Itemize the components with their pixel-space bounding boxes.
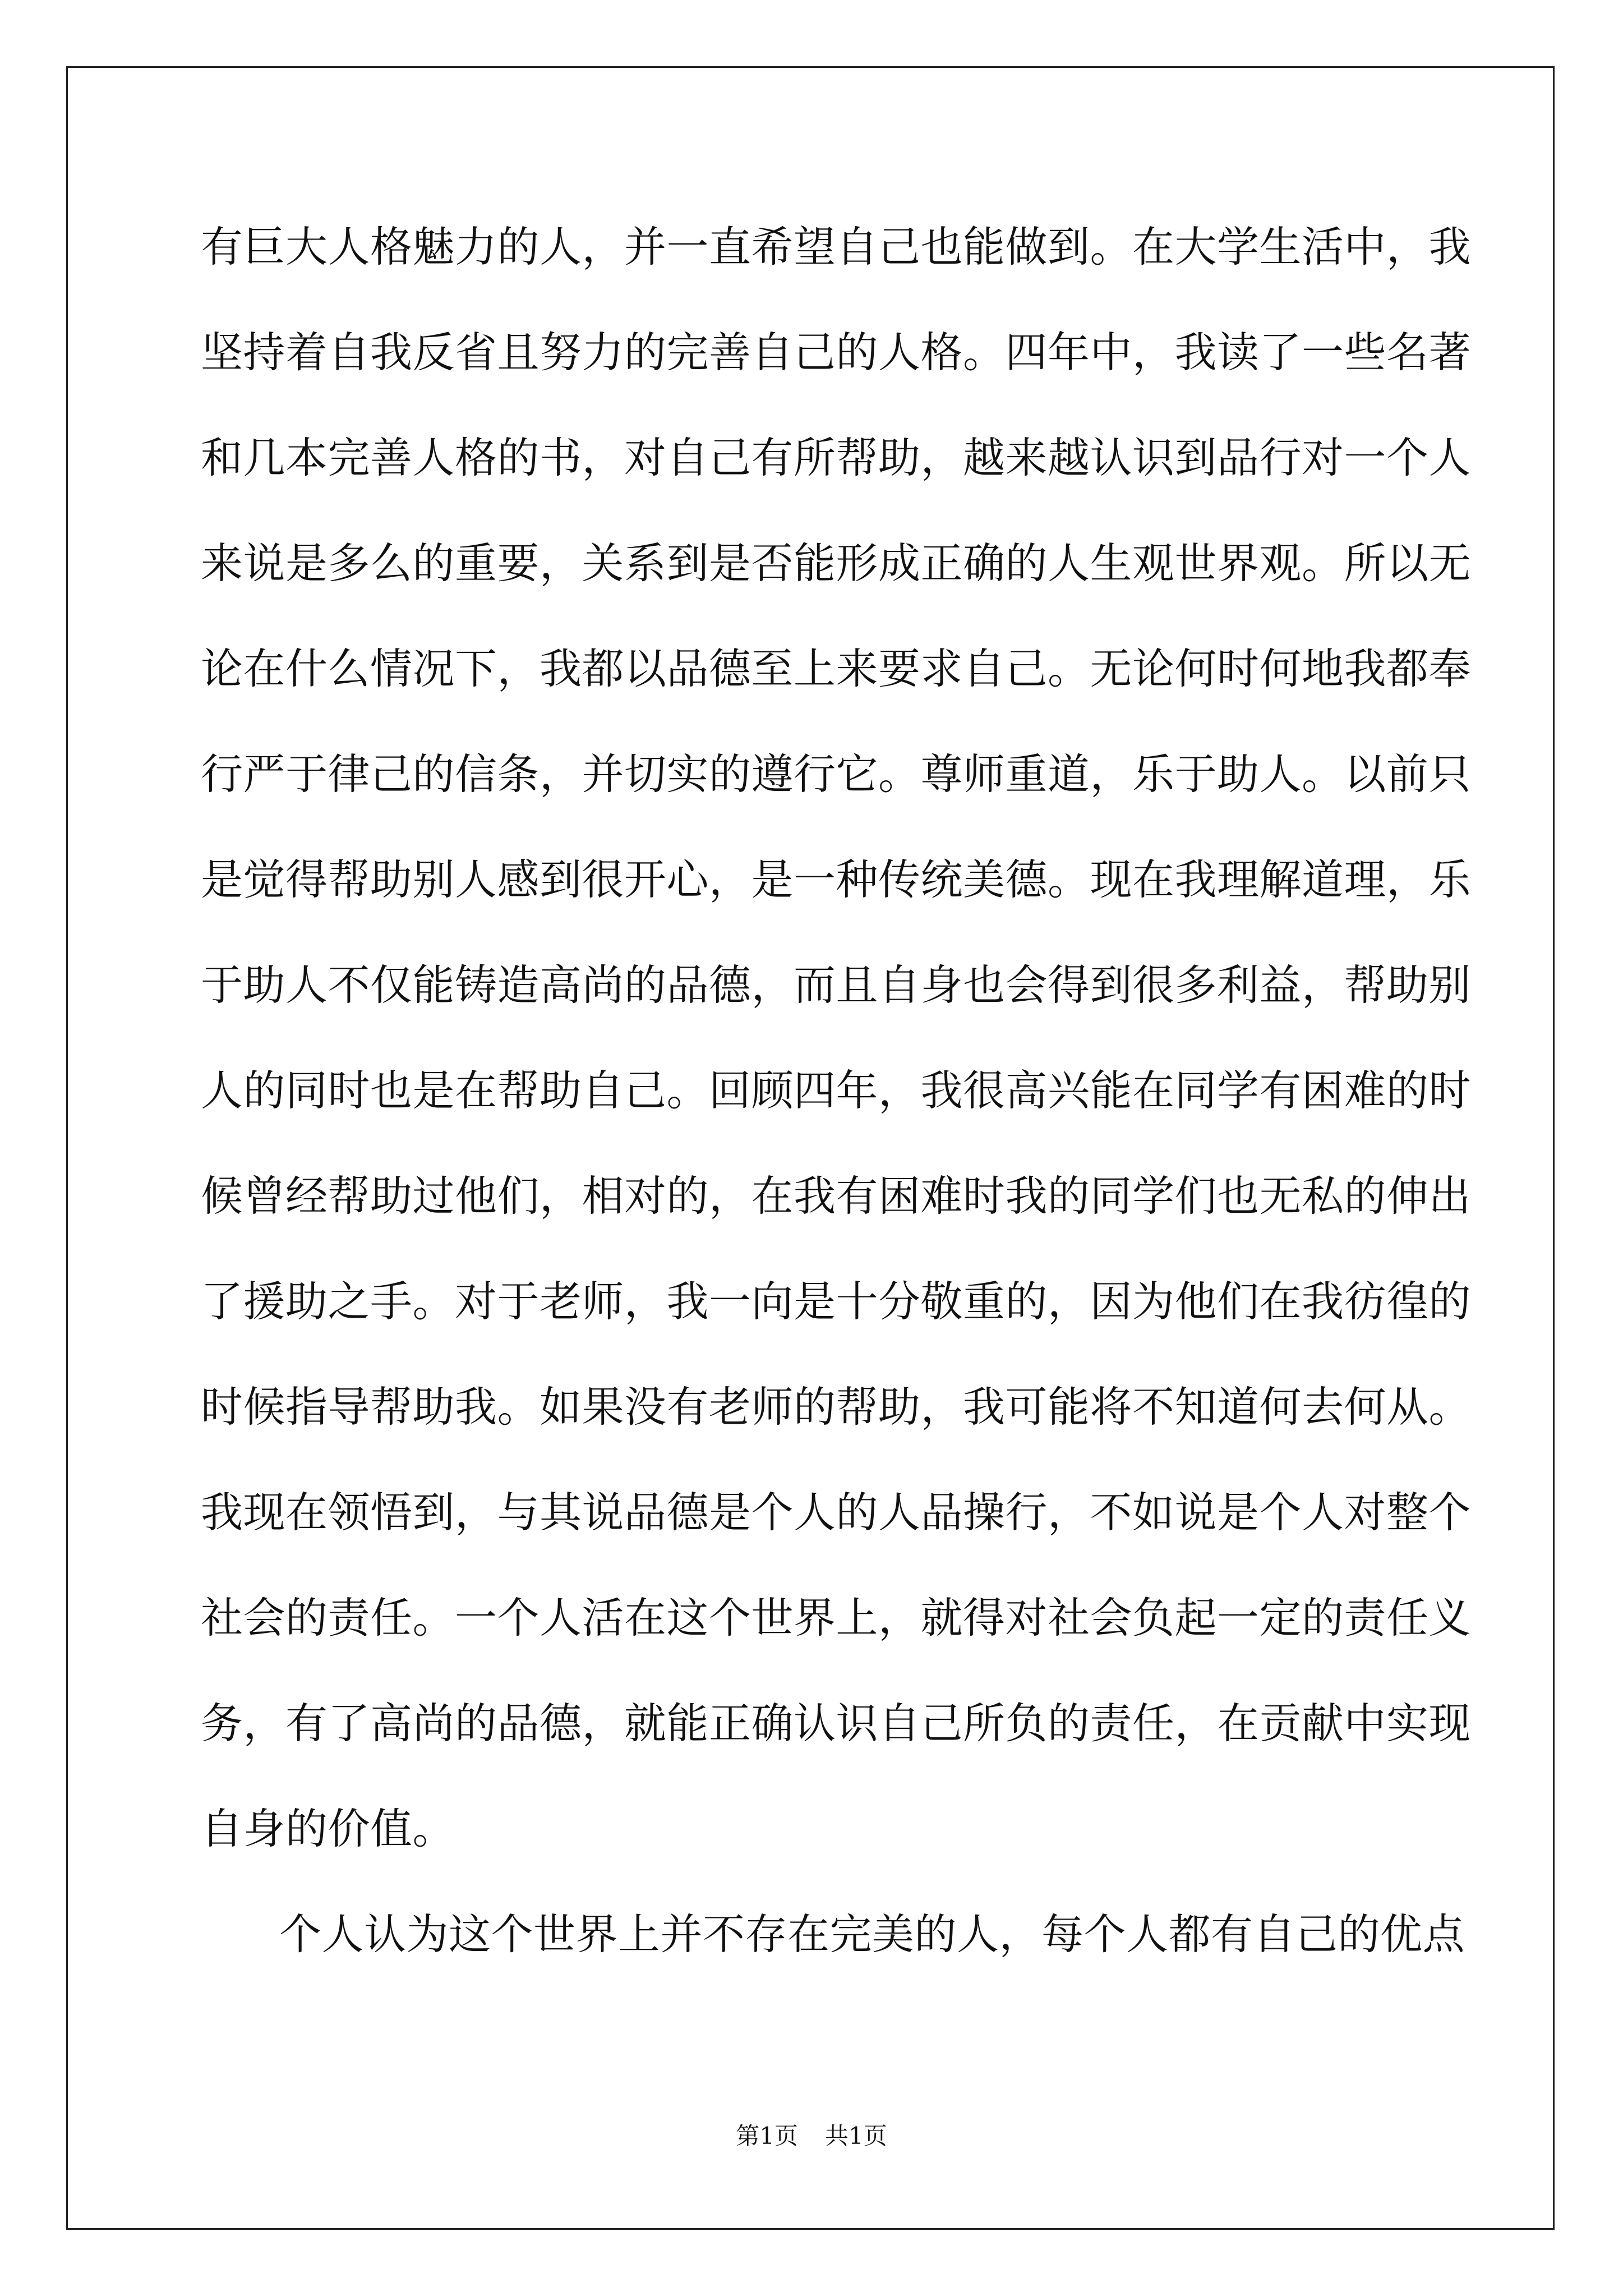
text-line: 时候指导帮助我。如果没有老师的帮助，我可能将不知道何去何从。 bbox=[201, 1382, 1472, 1432]
document-body bbox=[201, 213, 1472, 2006]
text-line: 我现在领悟到，与其说品德是个人的人品操行，不如说是个人对整个 bbox=[201, 1488, 1472, 1537]
text-line: 人的同时也是在帮助自己。回顾四年，我很高兴能在同学有困难的时 bbox=[201, 1066, 1472, 1115]
page-footer bbox=[0, 2118, 1623, 2151]
page-number: 第1页 bbox=[736, 2122, 798, 2150]
text-line: 是觉得帮助别人感到很开心，是一种传统美德。现在我理解道理，乐 bbox=[201, 855, 1472, 904]
text-line: 社会的责任。一个人活在这个世界上，就得对社会负起一定的责任义 bbox=[201, 1593, 1472, 1642]
text-line: 务，有了高尚的品德，就能正确认识自己所负的责任，在贡献中实现 bbox=[201, 1699, 1472, 1748]
text-line: 和几本完善人格的书，对自己有所帮助，越来越认识到品行对一个人 bbox=[201, 433, 1472, 482]
paragraph-start-line: 个人认为这个世界上并不存在完美的人，每个人都有自己的优点 bbox=[279, 1910, 1465, 1959]
text-line: 了援助之手。对于老师，我一向是十分敬重的，因为他们在我彷徨的 bbox=[201, 1277, 1472, 1326]
text-line: 论在什么情况下，我都以品德至上来要求自己。无论何时何地我都奉 bbox=[201, 644, 1472, 693]
text-line: 坚持着自我反省且努力的完善自己的人格。四年中，我读了一些名著 bbox=[201, 328, 1472, 377]
text-line: 于助人不仅能铸造高尚的品德，而且自身也会得到很多利益，帮助别 bbox=[201, 960, 1472, 1010]
page-total: 共1页 bbox=[825, 2122, 887, 2150]
text-line: 候曾经帮助过他们，相对的，在我有困难时我的同学们也无私的伸出 bbox=[201, 1171, 1472, 1221]
text-line: 来说是多么的重要，关系到是否能形成正确的人生观世界观。所以无 bbox=[201, 539, 1472, 588]
text-line: 自身的价值。 bbox=[201, 1804, 455, 1853]
text-line: 有巨大人格魅力的人，并一直希望自己也能做到。在大学生活中，我 bbox=[201, 222, 1472, 272]
text-line: 行严于律己的信条，并切实的遵行它。尊师重道，乐于助人。以前只 bbox=[201, 749, 1472, 799]
